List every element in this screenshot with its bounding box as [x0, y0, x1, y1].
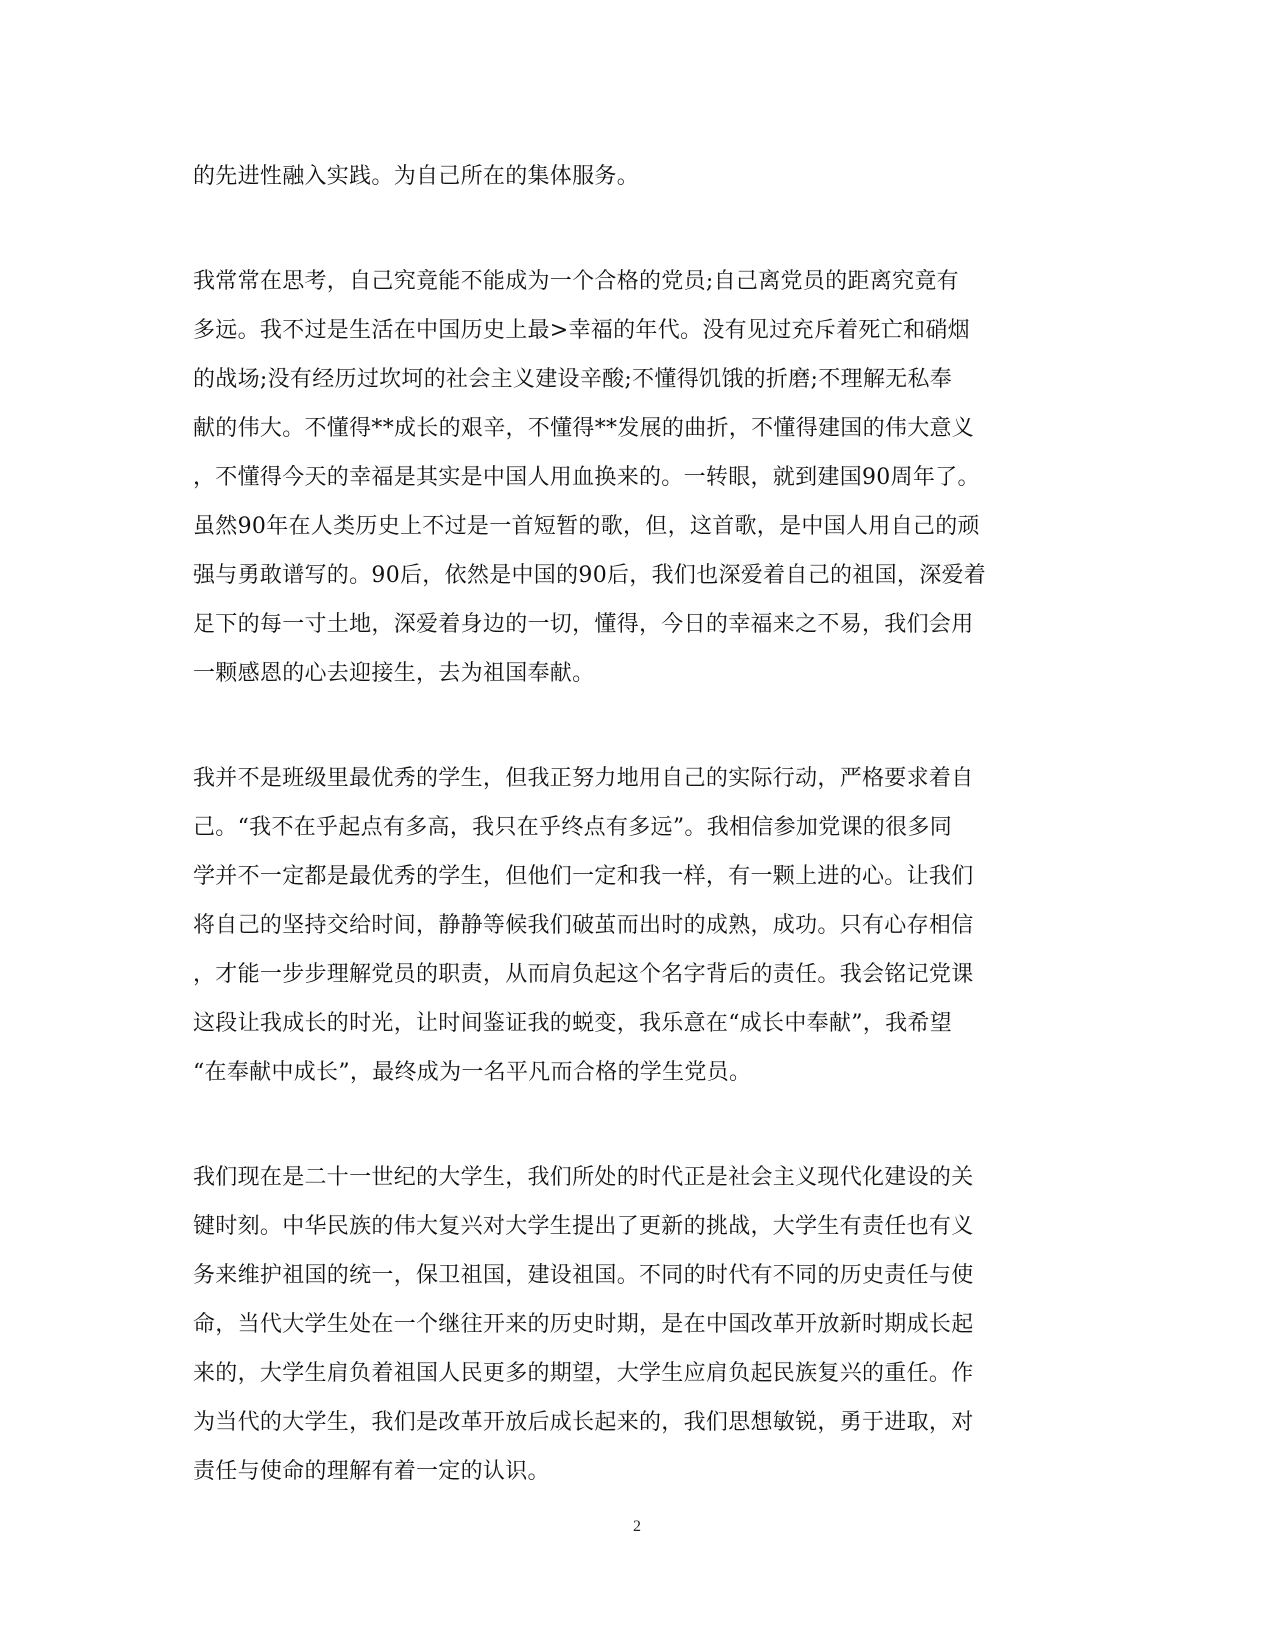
text-line: 我常常在思考，自己究竟能不能成为一个合格的党员;自己离党员的距离究竟有 — [193, 269, 959, 294]
text-line: 来的，大学生肩负着祖国人民更多的期望，大学生应肩负起民族复兴的重任。作 — [193, 1361, 974, 1386]
page-number: 2 — [633, 1518, 641, 1535]
text-line: 命，当代大学生处在一个继往开来的历史时期，是在中国改革开放新时期成长起 — [193, 1312, 974, 1337]
paragraph-spacer — [193, 201, 1073, 257]
paragraph-1 — [193, 152, 1073, 201]
text-line: 虽然90年在人类历史上不过是一首短暂的歌，但，这首歌，是中国人用自己的顽 — [193, 514, 980, 539]
text-line: 我并不是班级里最优秀的学生，但我正努力地用自己的实际行动，严格要求着自 — [193, 766, 974, 791]
text-line: 多远。我不过是生活在中国历史上最>幸福的年代。没有见过充斥着死亡和硝烟 — [193, 318, 970, 343]
text-line: 务来维护祖国的统一，保卫祖国，建设祖国。不同的时代有不同的历史责任与使 — [193, 1263, 974, 1288]
text-line: 责任与使命的理解有着一定的认识。 — [193, 1459, 550, 1484]
text-line: ，才能一步步理解党员的职责，从而肩负起这个名字背后的责任。我会铭记党课 — [193, 962, 974, 987]
paragraph-2 — [193, 257, 1073, 698]
paragraph-3 — [193, 754, 1073, 1097]
text-line: 学并不一定都是最优秀的学生，但他们一定和我一样，有一颗上进的心。让我们 — [193, 864, 974, 889]
document-body — [193, 152, 1073, 1496]
text-line: ，不懂得今天的幸福是其实是中国人用血换来的。一转眼，就到建国90周年了。 — [193, 465, 980, 490]
text-line: 的先进性融入实践。为自己所在的集体服务。 — [193, 164, 640, 189]
text-line: 键时刻。中华民族的伟大复兴对大学生提出了更新的挑战，大学生有责任也有义 — [193, 1214, 974, 1239]
paragraph-4 — [193, 1153, 1073, 1496]
text-line: 己。“我不在乎起点有多高，我只在乎终点有多远”。我相信参加党课的很多同 — [193, 815, 952, 840]
text-line: “在奉献中成长”，最终成为一名平凡而合格的学生党员。 — [193, 1060, 752, 1085]
text-line: 为当代的大学生，我们是改革开放后成长起来的，我们思想敏锐，勇于进取，对 — [193, 1410, 974, 1435]
paragraph-spacer — [193, 698, 1073, 754]
text-line: 将自己的坚持交给时间，静静等候我们破茧而出时的成熟，成功。只有心存相信 — [193, 913, 974, 938]
paragraph-spacer — [193, 1097, 1073, 1153]
text-line: 的战场;没有经历过坎坷的社会主义建设辛酸;不懂得饥饿的折磨;不理解无私奉 — [193, 367, 953, 392]
text-line: 足下的每一寸土地，深爱着身边的一切，懂得，今日的幸福来之不易，我们会用 — [193, 612, 974, 637]
text-line: 这段让我成长的时光，让时间鉴证我的蜕变，我乐意在“成长中奉献”，我希望 — [193, 1011, 952, 1036]
text-line: 献的伟大。不懂得**成长的艰辛，不懂得**发展的曲折，不懂得建国的伟大意义 — [193, 416, 975, 441]
text-line: 强与勇敢谱写的。90后，依然是中国的90后，我们也深爱着自己的祖国，深爱着 — [193, 563, 987, 588]
text-line: 我们现在是二十一世纪的大学生，我们所处的时代正是社会主义现代化建设的关 — [193, 1165, 974, 1190]
text-line: 一颗感恩的心去迎接生，去为祖国奉献。 — [193, 661, 595, 686]
